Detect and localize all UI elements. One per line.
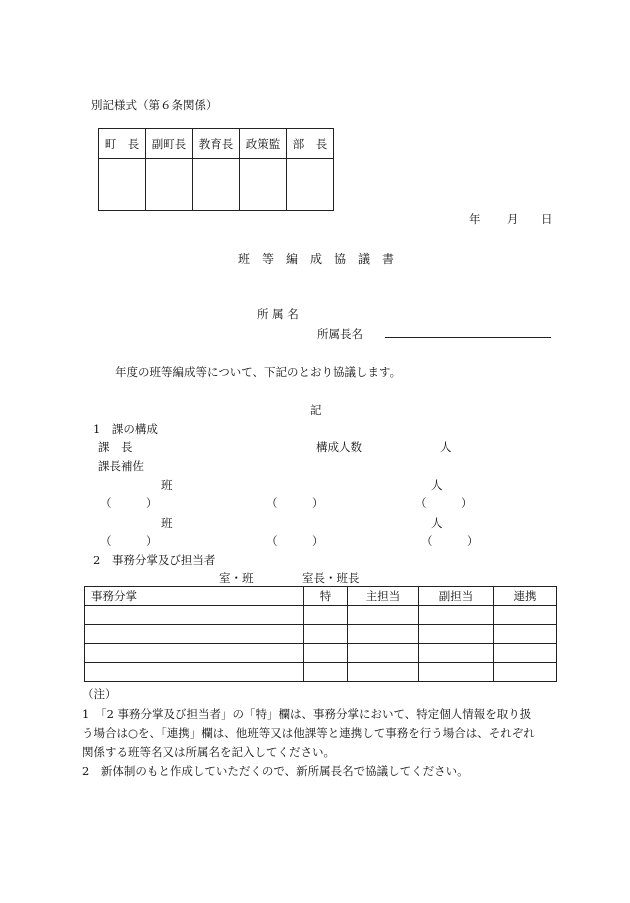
han-label-1: 班 [161,478,173,492]
approval-stamp-cell[interactable] [99,159,146,211]
intro-text: 年度の班等編成等について、下記のとおり協議します。 [115,365,402,379]
table-row [85,606,557,625]
approval-stamp-cell[interactable] [146,159,193,211]
members-label: 構成人数 [316,440,362,454]
note2: 2 新体制のもと作成していただくので、新所属長名で協議してください。 [82,764,469,778]
paren-1c: （ ） [415,496,473,510]
ki-marker: 記 [310,403,322,417]
approval-stamp-cell[interactable] [287,159,334,211]
date-day: 日 [541,212,553,226]
duties-table [84,586,557,682]
section2-heading: 2 事務分掌及び担当者 [93,553,216,567]
approval-stamp-cell[interactable] [193,159,240,211]
members-unit: 人 [440,440,452,454]
approval-stamp-cell[interactable] [240,159,287,211]
approval-header-kyoikucho: 教育長 [193,129,240,159]
approval-header-fukucho: 副町長 [146,129,193,159]
paren-2b: （ ） [266,534,324,548]
approval-header-cho: 町 長 [99,129,146,159]
han-unit-1: 人 [431,478,443,492]
table-row [85,625,557,644]
head-label: 所属長名 [317,327,363,341]
duties-col-renkei: 連携 [494,587,557,606]
paren-1a: （ ） [100,496,158,510]
duties-col-jimu: 事務分掌 [85,587,304,606]
approval-header-seisakukan: 政策監 [240,129,287,159]
note1-line2: う場合は○を、「連携」欄は、他班等又は他課等と連携して事務を行う場合は、それぞれ [82,726,535,740]
han-label-2: 班 [161,516,173,530]
han-unit-2: 人 [431,516,443,530]
duties-col-main: 主担当 [348,587,419,606]
date-year: 年 [469,212,481,226]
room-label: 室・班 [219,571,254,585]
table-row [85,663,557,682]
approval-header-bucho: 部 長 [287,129,334,159]
kacho-label: 課 長 [98,440,133,454]
note1-line3: 関係する班等名又は所属名を記入してください。 [82,745,335,759]
notes-label: （注） [82,687,117,701]
dept-label: 所 属 名 [257,307,299,321]
paren-1b: （ ） [266,496,324,510]
room-head-label: 室長・班長 [302,571,360,585]
duties-col-sub: 副担当 [419,587,494,606]
note1-line1: 1 「2 事務分掌及び担当者」の「特」欄は、事務分掌において、特定個人情報を取り扱 [82,707,532,721]
paren-2a: （ ） [100,534,158,548]
head-name-line [385,337,551,338]
form-label: 別記様式（第６条関係） [91,98,218,112]
duties-col-toku: 特 [304,587,348,606]
document-title: 班 等 編 成 協 議 書 [238,252,395,266]
paren-2c: （ ） [421,534,479,548]
table-row [85,644,557,663]
section1-heading: 1 課の構成 [93,422,158,436]
date-month: 月 [507,212,519,226]
approval-stamp-table [98,128,334,211]
kacho-hosa-label: 課長補佐 [98,459,144,473]
